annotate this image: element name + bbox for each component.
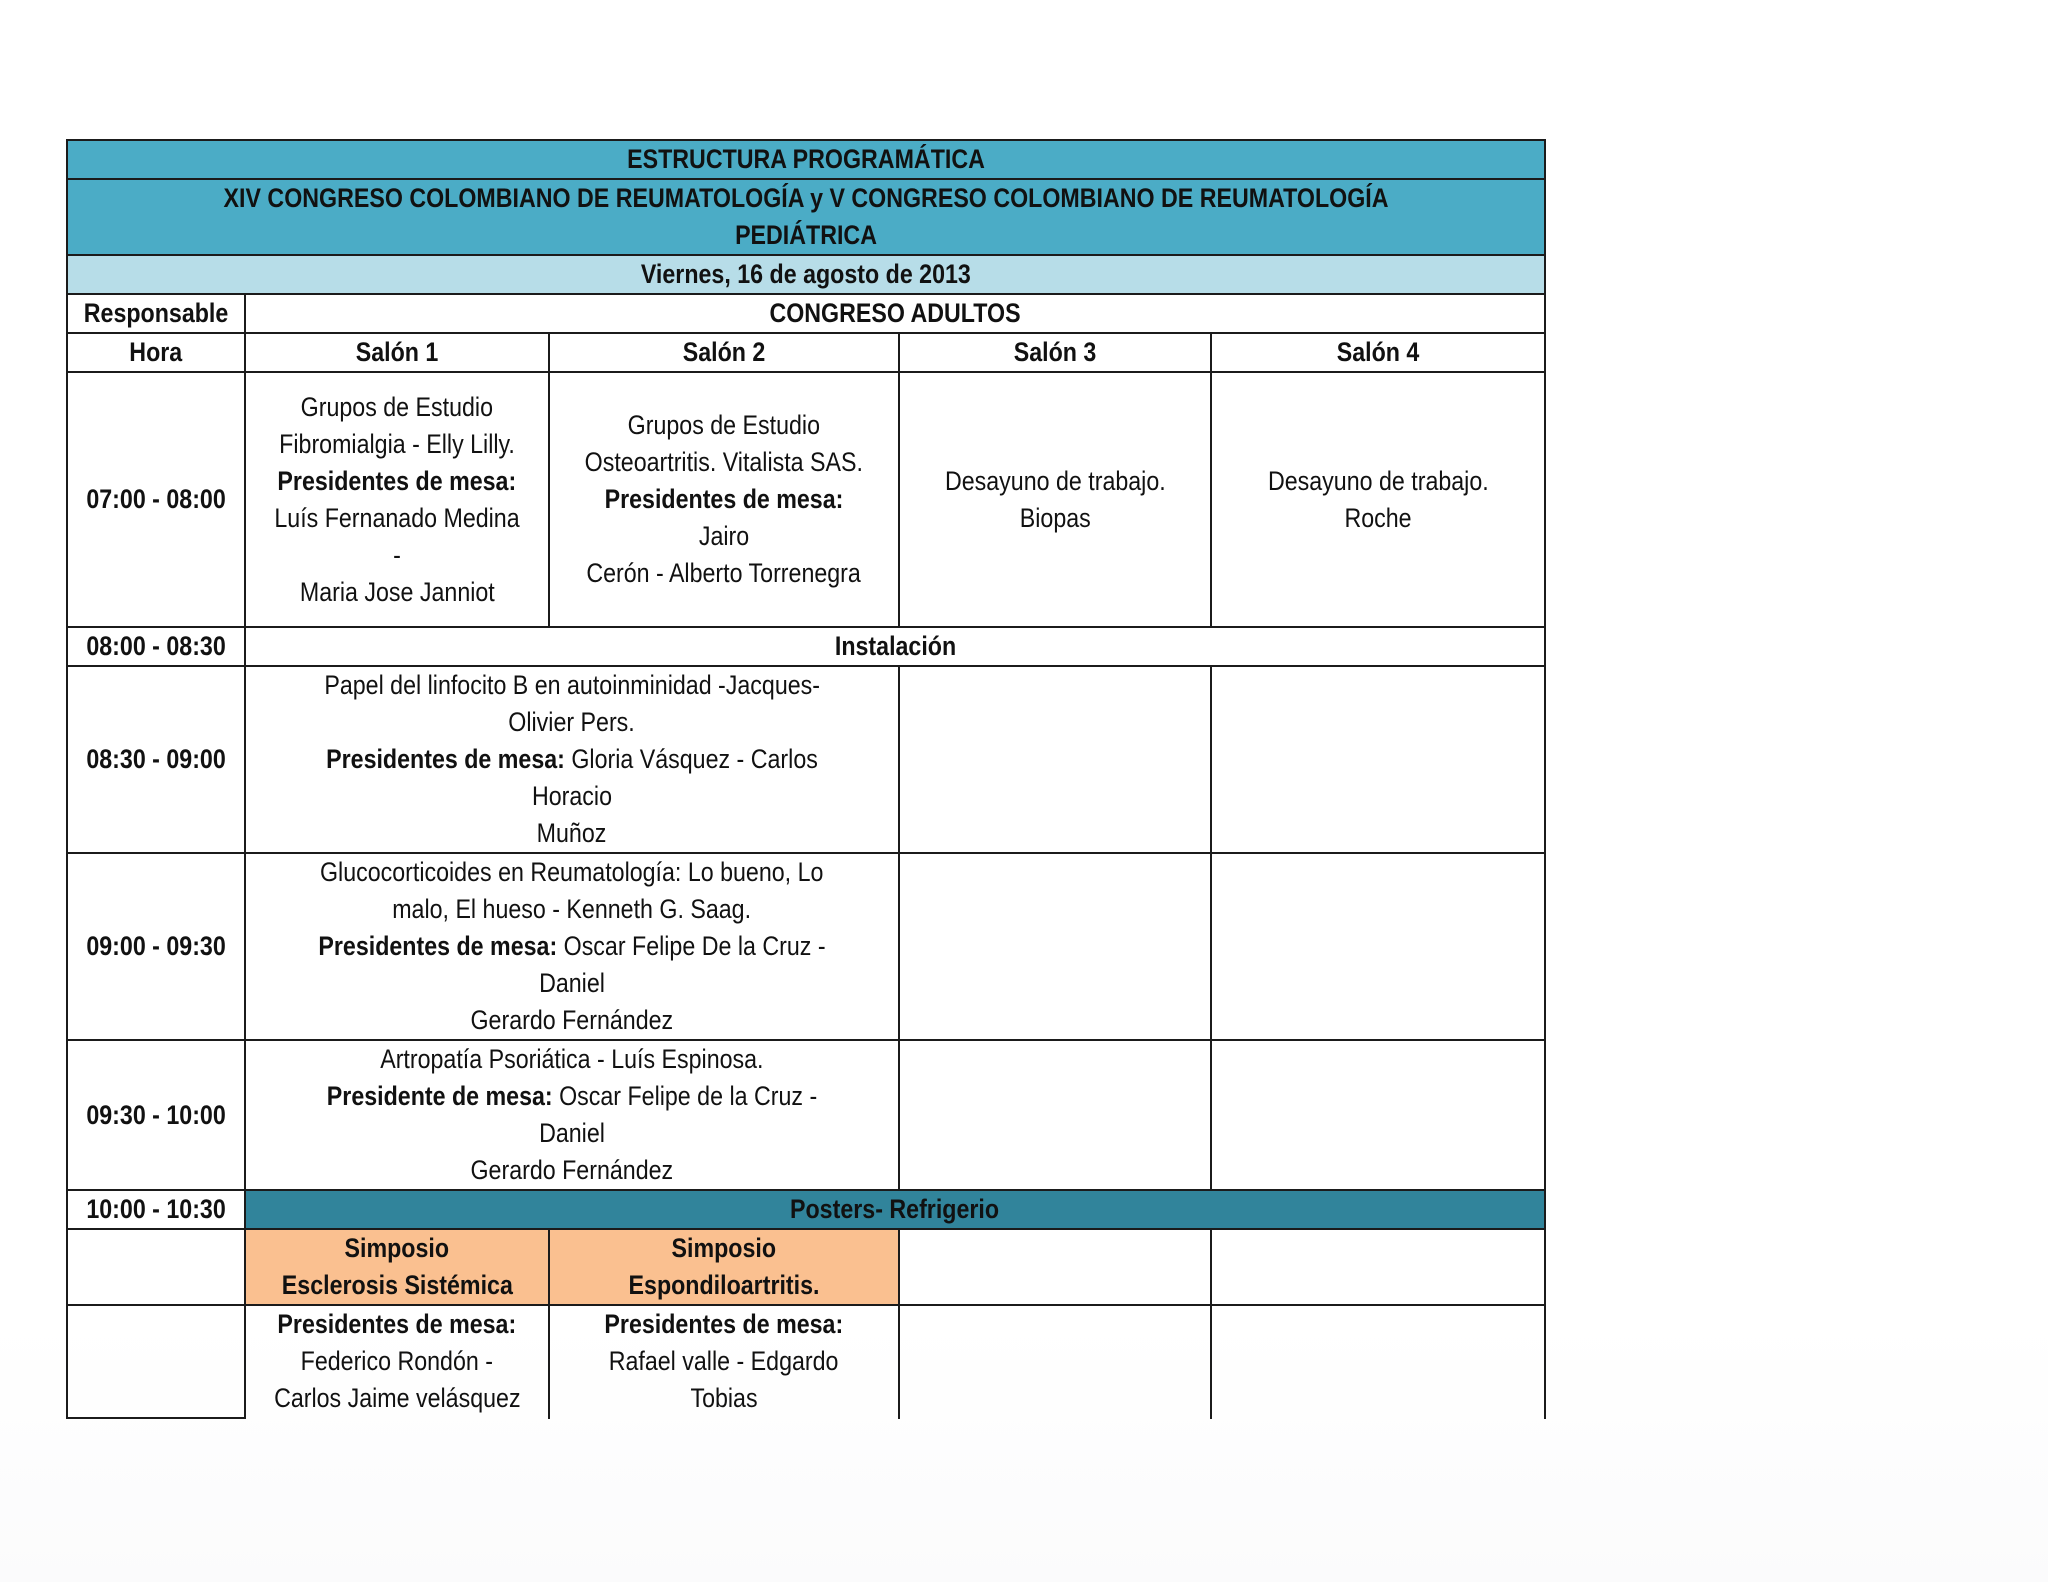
symposium-presidents-row	[67, 1305, 1545, 1418]
salon-3-empty	[899, 1229, 1211, 1305]
salon-3-empty	[899, 1040, 1211, 1190]
schedule-row-0700	[67, 372, 1545, 627]
salon-1-session: Grupos de Estudio Fibromialgia - Elly Lilly. Presidentes de mesa: Luís Fernanado Medina - Maria Jose Janniot	[245, 372, 549, 627]
salon-4-empty	[1211, 853, 1545, 1040]
symposium-2-presidents: Presidentes de mesa: Rafael valle - Edgardo Tobias	[549, 1305, 899, 1418]
responsable-header: Responsable	[67, 294, 245, 333]
subtitle-row	[67, 179, 1545, 255]
time-cell: 08:30 - 09:00	[67, 666, 245, 853]
time-cell: 07:00 - 08:00	[67, 372, 245, 627]
schedule-row-0930	[67, 1040, 1545, 1190]
time-cell-empty	[67, 1305, 245, 1418]
symposium-esclerosis: Simposio Esclerosis Sistémica	[245, 1229, 549, 1305]
symposium-espondiloartritis: Simposio Espondiloartritis.	[549, 1229, 899, 1305]
salon-3-session: Desayuno de trabajo. Biopas	[899, 372, 1211, 627]
symposium-1-presidents: Presidentes de mesa: Federico Rondón - Carlos Jaime velásquez	[245, 1305, 549, 1418]
salon-4-header: Salón 4	[1211, 333, 1545, 372]
date-row	[67, 255, 1545, 294]
event-date: Viernes, 16 de agosto de 2013	[67, 255, 1545, 294]
congress-name: XIV CONGRESO COLOMBIANO DE REUMATOLOGÍA y V CONGRESO COLOMBIANO DE REUMATOLOGÍA PEDIÁTRICA	[67, 179, 1545, 255]
salon-3-empty	[899, 666, 1211, 853]
salon-4-empty	[1211, 1305, 1545, 1418]
program-title: ESTRUCTURA PROGRAMÁTICA	[67, 140, 1545, 179]
time-cell: 10:00 - 10:30	[67, 1190, 245, 1229]
congreso-header: CONGRESO ADULTOS	[245, 294, 1545, 333]
schedule-row-0830	[67, 666, 1545, 853]
installation-event: Instalación	[245, 627, 1545, 666]
column-header-row	[67, 333, 1545, 372]
salon-3-header: Salón 3	[899, 333, 1211, 372]
title-row	[67, 140, 1545, 179]
program-table	[66, 139, 1546, 1419]
responsable-row	[67, 294, 1545, 333]
salon-3-empty	[899, 853, 1211, 1040]
time-cell: 08:00 - 08:30	[67, 627, 245, 666]
schedule-row-0800	[67, 627, 1545, 666]
salon-4-empty	[1211, 1229, 1545, 1305]
salon-3-empty	[899, 1305, 1211, 1418]
salon-4-session: Desayuno de trabajo. Roche	[1211, 372, 1545, 627]
salon-4-empty	[1211, 1040, 1545, 1190]
schedule-row-0900	[67, 853, 1545, 1040]
time-cell: 09:00 - 09:30	[67, 853, 245, 1040]
hora-header: Hora	[67, 333, 245, 372]
symposium-title-row	[67, 1229, 1545, 1305]
schedule-row-1000	[67, 1190, 1545, 1229]
time-cell: 09:30 - 10:00	[67, 1040, 245, 1190]
salon-1-header: Salón 1	[245, 333, 549, 372]
salon-2-session: Grupos de Estudio Osteoartritis. Vitalista SAS. Presidentes de mesa: Jairo Cerón - Alberto Torrenegra	[549, 372, 899, 627]
salon-2-header: Salón 2	[549, 333, 899, 372]
plenary-session: Papel del linfocito B en autoinminidad -Jacques- Olivier Pers. Presidentes de mesa: Gloria Vásquez - Carlos Horacio Muñoz	[245, 666, 899, 853]
plenary-session: Glucocorticoides en Reumatología: Lo bueno, Lo malo, El hueso - Kenneth G. Saag. Presidentes de mesa: Oscar Felipe De la Cruz - Daniel Gerardo Fernández	[245, 853, 899, 1040]
break-event: Posters- Refrigerio	[245, 1190, 1545, 1229]
time-cell-empty	[67, 1229, 245, 1305]
plenary-session: Artropatía Psoriática - Luís Espinosa. Presidente de mesa: Oscar Felipe de la Cruz - Daniel Gerardo Fernández	[245, 1040, 899, 1190]
salon-4-empty	[1211, 666, 1545, 853]
